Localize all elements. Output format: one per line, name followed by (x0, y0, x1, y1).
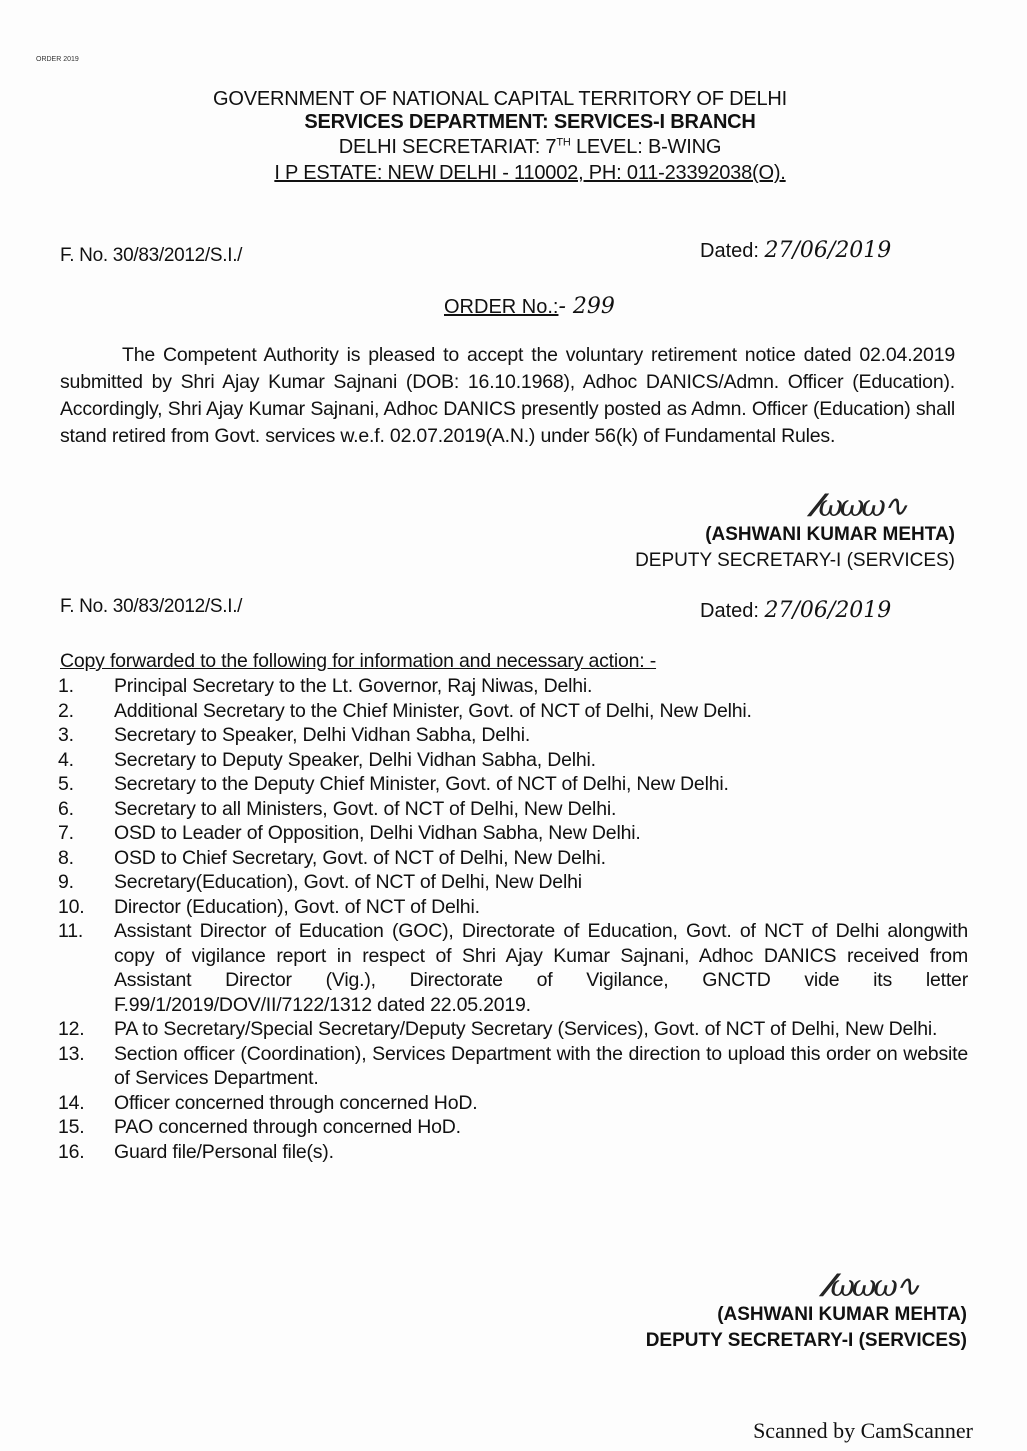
file-number-2: F. No. 30/83/2012/S.I./ (60, 596, 243, 617)
list-number: 7. (58, 822, 74, 844)
list-number: 5. (58, 773, 74, 795)
signature-mark: ⁄⁄ωωω∿ (814, 489, 905, 524)
list-text: Director (Education), Govt. of NCT of Delhi. (114, 895, 480, 918)
list-item (58, 846, 968, 871)
list-number: 11. (58, 920, 84, 942)
list-text: Additional Secretary to the Chief Minister, Govt. of NCT of Delhi, New Delhi. (114, 699, 752, 722)
list-text: Secretary to all Ministers, Govt. of NCT of Delhi, New Delhi. (114, 797, 617, 820)
order-number (444, 294, 615, 319)
list-text: OSD to Chief Secretary, Govt. of NCT of Delhi, New Delhi. (114, 846, 606, 869)
list-text: PA to Secretary/Special Secretary/Deputy Secretary (Services), Govt. of NCT of Delhi, New Delhi. (114, 1018, 938, 1040)
header-address-level: LEVEL: B-WING (570, 136, 722, 158)
list-item (58, 1017, 968, 1042)
signatory-name: (ASHWANI KUMAR MEHTA) (717, 1304, 967, 1325)
list-number: 13. (58, 1042, 85, 1065)
list-item (58, 723, 968, 748)
signature-block-2 (645, 1269, 967, 1354)
dated (700, 238, 891, 263)
corner-tag: ORDER 2019 (36, 56, 79, 63)
list-text: Section officer (Coordination), Services Department with the direction to upload this order on website of Services Department. (114, 1042, 968, 1089)
list-number: 16. (58, 1140, 85, 1163)
signatory-designation: DEPUTY SECRETARY-I (SERVICES) (635, 550, 955, 571)
list-text: Secretary to Deputy Speaker, Delhi Vidhan Sabha, Delhi. (114, 748, 596, 771)
copy-heading: Copy forwarded to the following for information and necessary action: - (60, 650, 657, 672)
list-number: 12. (58, 1018, 85, 1040)
order-label: ORDER No.: (444, 296, 559, 318)
list-number: 10. (58, 895, 85, 918)
header-estate: I P ESTATE: NEW DELHI - 110002, PH: 011-23392038(O). (274, 162, 786, 184)
dated-label: Dated: (700, 600, 759, 622)
copy-list (58, 674, 968, 1164)
header-address (0, 136, 1027, 159)
dated-value: 27/06/2019 (764, 598, 892, 623)
list-number: 6. (58, 797, 74, 820)
list-text: Officer concerned through concerned HoD. (114, 1091, 478, 1114)
list-item (58, 699, 968, 724)
list-item (58, 821, 968, 846)
header-address-text: DELHI SECRETARIAT: 7 (338, 136, 557, 158)
list-item (58, 895, 968, 920)
list-number: 4. (58, 748, 74, 771)
list-item (58, 1091, 968, 1116)
list-text: OSD to Leader of Opposition, Delhi Vidhan Sabha, New Delhi. (114, 822, 641, 844)
list-text: PAO concerned through concerned HoD. (114, 1116, 461, 1138)
list-item (58, 1042, 968, 1091)
file-number: F. No. 30/83/2012/S.I./ (60, 245, 243, 266)
signatory-designation: DEPUTY SECRETARY-I (SERVICES) (645, 1330, 967, 1351)
order-body: The Competent Authority is pleased to accept the voluntary retirement notice dated 02.04.2019 submitted by Shri Ajay Kumar Sajnani (DOB: 16.10.1968), Adhoc DANICS/Admn. Officer (Education). Accordingly, Shri Ajay Kumar Sajnani, Adhoc DANICS presently posted as Admn. Officer (Education) shall stand retired from Govt. services w.e.f. 02.07.2019(A.N.) under 56(k) of Fundamental Rules. (60, 344, 955, 447)
list-text: Assistant Director of Education (GOC), Directorate of Education, Govt. of NCT of Delhi alongwith copy of vigilance report in respect of Shri Ajay Kumar Sajnani, Adhoc DANICS received from Assistant Director (Vig.), Directorate of Vigilance, GNCTD vide its letter F.99/1/2019/DOV/II/7122/1312 dated 22.05.2019. (114, 920, 968, 1016)
list-item (58, 1140, 968, 1165)
order-number-value: - 299 (558, 294, 615, 319)
list-item (58, 919, 968, 1017)
header-government: GOVERNMENT OF NATIONAL CAPITAL TERRITORY OF DELHI (212, 88, 787, 110)
list-number: 2. (58, 699, 74, 722)
list-text: Guard file/Personal file(s). (114, 1140, 334, 1163)
list-number: 9. (58, 871, 74, 893)
list-item (58, 748, 968, 773)
dated-value: 27/06/2019 (764, 238, 892, 263)
list-number: 3. (58, 724, 74, 746)
dated-2 (700, 598, 891, 623)
list-item (58, 772, 968, 797)
list-text: Secretary to the Deputy Chief Minister, Govt. of NCT of Delhi, New Delhi. (114, 773, 729, 795)
list-item (58, 1115, 968, 1140)
signatory-name: (ASHWANI KUMAR MEHTA) (705, 524, 955, 545)
signature-block-1 (635, 489, 955, 574)
header-department: SERVICES DEPARTMENT: SERVICES-I BRANCH (304, 111, 756, 133)
header-superscript: TH (556, 136, 571, 149)
signature-mark: ⁄⁄ωωω∿ (826, 1269, 917, 1304)
list-text: Principal Secretary to the Lt. Governor, Raj Niwas, Delhi. (114, 675, 593, 697)
dated-label: Dated: (700, 240, 759, 262)
list-text: Secretary to Speaker, Delhi Vidhan Sabha, Delhi. (114, 724, 531, 746)
list-text: Secretary(Education), Govt. of NCT of Delhi, New Delhi (114, 871, 582, 893)
list-number: 14. (58, 1091, 85, 1114)
scanner-watermark: Scanned by CamScanner (753, 1418, 973, 1443)
list-item (58, 797, 968, 822)
list-item (58, 674, 968, 699)
list-item (58, 870, 968, 895)
list-number: 1. (58, 675, 74, 697)
list-number: 15. (58, 1116, 85, 1138)
list-number: 8. (58, 846, 74, 869)
